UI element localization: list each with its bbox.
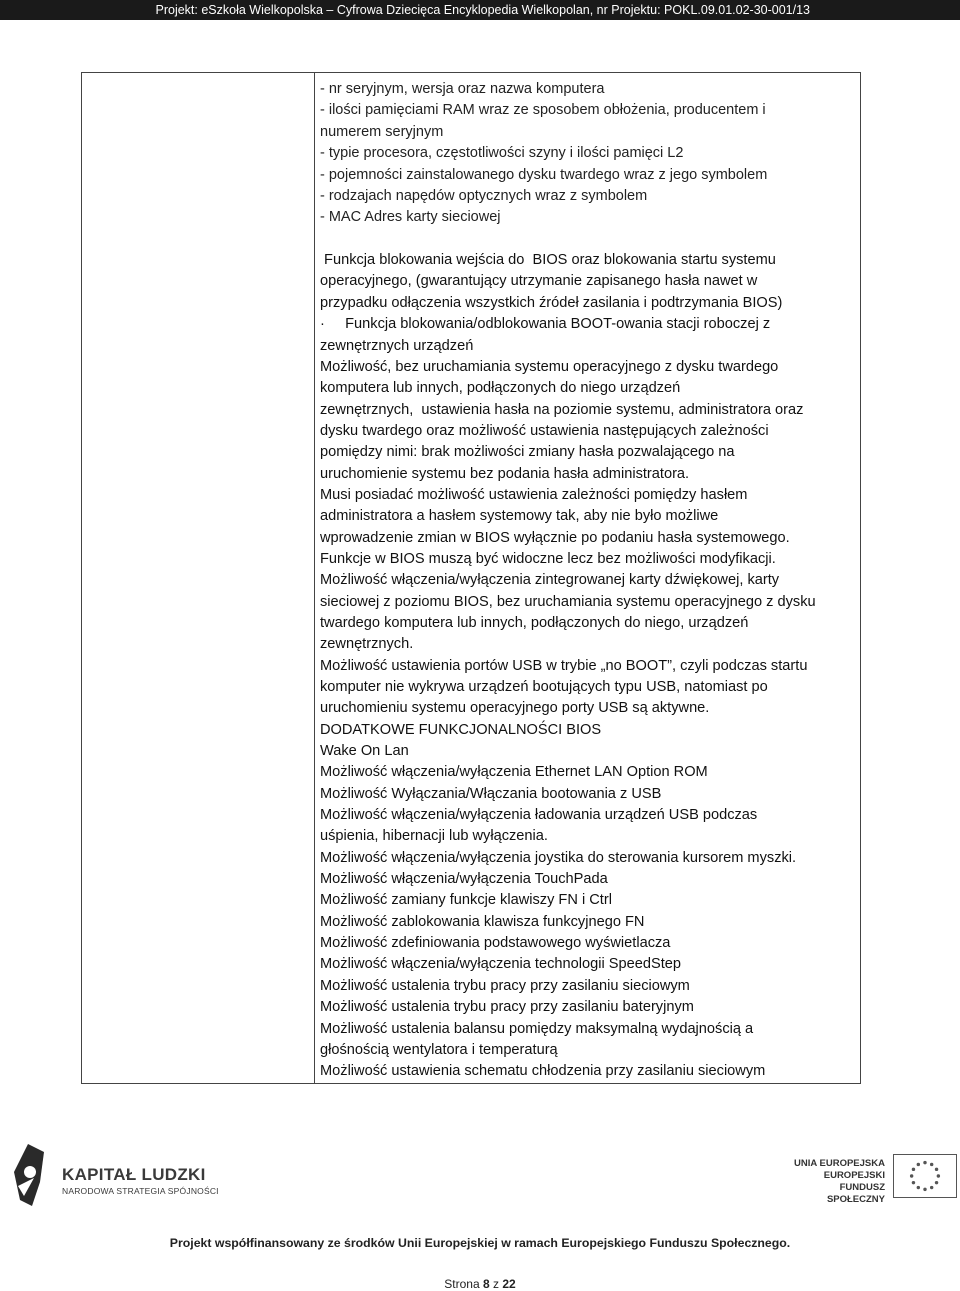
bios-line: Możliwość Wyłączania/Włączania bootowania z USB bbox=[320, 785, 662, 802]
bios-line: Możliwość ustalenia balansu pomiędzy maksymalną wydajnością a bbox=[320, 1020, 754, 1037]
table-column-divider bbox=[314, 73, 315, 1083]
bios-line: uruchomienie systemu bez podania hasła administratora. bbox=[320, 465, 690, 482]
bios-line: Możliwość ustawienia schematu chłodzenia przy zasilaniu sieciowym bbox=[320, 1063, 766, 1080]
spec-list-line: - typie procesora, częstotliwości szyny i ilości pamięci L2 bbox=[320, 145, 684, 162]
eu-star-icon bbox=[937, 1174, 940, 1177]
bios-line: zewnętrznych urządzeń bbox=[320, 337, 474, 354]
bios-line: Możliwość włączenia/wyłączenia joystika do sterowania kursorem myszki. bbox=[320, 849, 797, 866]
eu-star-icon bbox=[912, 1181, 915, 1184]
bios-line: DODATKOWE FUNKCJONALNOŚCI BIOS bbox=[320, 721, 602, 738]
spec-list-line: - ilości pamięciami RAM wraz ze sposobem obłożenia, producentem i bbox=[320, 102, 766, 119]
bios-line: Funkcja blokowania wejścia do BIOS oraz blokowania startu systemu bbox=[320, 252, 776, 269]
bios-line: dysku twardego oraz możliwość ustawienia następujących zależności bbox=[320, 422, 769, 439]
spec-list-line: numerem seryjnym bbox=[320, 123, 444, 140]
spec-list-line: - pojemności zainstalowanego dysku twardego wraz z jego symbolem bbox=[320, 166, 768, 183]
bios-line: pomiędzy nimi: brak możliwości zmiany hasła pozwalającego na bbox=[320, 444, 735, 461]
bios-line: komputera lub innych, podłączonych do niego urządzeń bbox=[320, 380, 681, 397]
funding-note: Projekt współfinansowany ze środków Unii Europejskiej w ramach Europejskiego Funduszu Społecznego. bbox=[169, 1236, 791, 1250]
bios-line: Możliwość włączenia/wyłączenia zintegrowanej karty dźwiękowej, karty bbox=[320, 572, 780, 589]
kapital-ludzki-logo-icon bbox=[10, 1142, 46, 1208]
bios-line: komputer nie wykrywa urządzeń bootujących typu USB, natomiast po bbox=[320, 679, 768, 695]
bios-line: Funkcje w BIOS muszą być widoczne lecz bez możliwości modyfikacji. bbox=[320, 550, 776, 567]
bios-line: Wake On Lan bbox=[320, 743, 409, 760]
bios-line: twardego komputera lub innych, podłączonych do niego, urządzeń bbox=[320, 614, 749, 631]
eu-star-icon bbox=[910, 1174, 913, 1177]
bios-line: zewnętrznych, ustawienia hasła na poziomie systemu, administratora oraz bbox=[320, 401, 804, 418]
spec-list bbox=[320, 79, 860, 229]
spec-list-line: - MAC Adres karty sieciowej bbox=[320, 209, 501, 226]
spec-list-line: - nr seryjnym, wersja oraz nazwa komputera bbox=[320, 81, 605, 97]
eu-line-3: FUNDUSZ SPOŁECZNY bbox=[826, 1182, 885, 1205]
bios-line: wprowadzenie zmian w BIOS wyłącznie po podaniu hasła systemowego. bbox=[320, 529, 790, 546]
kapital-ludzki-subtitle: NARODOWA STRATEGIA SPÓJNOŚCI bbox=[62, 1186, 219, 1196]
eu-star-icon bbox=[923, 1188, 926, 1191]
bios-line: · Funkcja blokowania/odblokowania BOOT-owania stacji roboczej z bbox=[320, 316, 771, 333]
header-bar bbox=[0, 0, 960, 20]
page-prefix: Strona bbox=[444, 1277, 483, 1291]
eu-star-icon bbox=[912, 1168, 915, 1171]
bios-line: administratora a hasłem systemowy tak, aby nie było możliwe bbox=[320, 508, 719, 525]
bios-line: zewnętrznych. bbox=[320, 636, 414, 653]
eu-star-icon bbox=[917, 1186, 920, 1189]
eu-line-1: UNIA EUROPEJSKA bbox=[794, 1158, 885, 1169]
bios-line: operacyjnego, (gwarantujący utrzymanie zapisanego hasła nawet w bbox=[320, 273, 758, 290]
bios-line: Możliwość ustawienia portów USB w trybie „no BOOT”, czyli podczas startu bbox=[320, 657, 808, 674]
footer-logos bbox=[0, 1138, 960, 1218]
page-total: 22 bbox=[502, 1277, 516, 1291]
bios-line: Możliwość włączenia/wyłączenia technologii SpeedStep bbox=[320, 956, 681, 973]
kapital-ludzki-title: KAPITAŁ LUDZKI bbox=[62, 1165, 206, 1184]
bios-line: Możliwość włączenia/wyłączenia TouchPada bbox=[320, 871, 608, 888]
bios-requirements bbox=[320, 250, 860, 1082]
eu-star-icon bbox=[935, 1181, 938, 1184]
eu-fund-text bbox=[790, 1158, 885, 1206]
page-separator: z bbox=[489, 1277, 503, 1291]
bios-line: Możliwość ustalenia trybu pracy przy zasilaniu sieciowym bbox=[320, 977, 690, 994]
bios-line: sieciowej z poziomu BIOS, bez uruchamiania systemu operacyjnego z dysku bbox=[320, 593, 816, 610]
eu-star-icon bbox=[930, 1186, 933, 1189]
eu-flag-icon bbox=[893, 1154, 957, 1198]
eu-star-icon bbox=[923, 1161, 926, 1164]
page-number bbox=[0, 1277, 960, 1291]
bios-line: Możliwość, bez uruchamiania systemu operacyjnego z dysku twardego bbox=[320, 358, 779, 375]
eu-line-2: EUROPEJSKI bbox=[823, 1170, 885, 1181]
header-text: Projekt: eSzkoła Wielkopolska – Cyfrowa Dziecięca Encyklopedia Wielkopolan, nr Projektu: POKL.09.01.02-30-001/13 bbox=[155, 3, 810, 17]
bios-line: Możliwość zdefiniowania podstawowego wyświetlacza bbox=[320, 935, 671, 952]
bios-line: Możliwość włączenia/wyłączenia Ethernet LAN Option ROM bbox=[320, 764, 708, 781]
bios-line: uśpienia, hibernacji lub wyłączenia. bbox=[320, 828, 548, 845]
bios-line: Musi posiadać możliwość ustawienia zależności pomiędzy hasłem bbox=[320, 486, 748, 503]
eu-star-icon bbox=[930, 1163, 933, 1166]
bios-line: Możliwość zablokowania klawisza funkcyjnego FN bbox=[320, 913, 645, 930]
bios-line: przypadku odłączenia wszystkich źródeł zasilania i podtrzymania BIOS) bbox=[320, 294, 783, 311]
spec-cell bbox=[320, 79, 860, 1083]
spec-table bbox=[81, 72, 861, 1084]
spec-list-line: - rodzajach napędów optycznych wraz z symbolem bbox=[320, 187, 648, 204]
bios-line: głośnością wentylatora i temperaturą bbox=[320, 1041, 558, 1058]
bios-line: Możliwość zamiany funkcje klawiszy FN i Ctrl bbox=[320, 892, 612, 909]
bios-line: Możliwość ustalenia trybu pracy przy zasilaniu bateryjnym bbox=[320, 999, 694, 1016]
eu-star-icon bbox=[917, 1163, 920, 1166]
page-current: 8 bbox=[482, 1277, 490, 1291]
eu-star-icon bbox=[935, 1168, 938, 1171]
bios-line: uruchomieniu systemu operacyjnego porty USB są aktywne. bbox=[320, 700, 710, 717]
bios-line: Możliwość włączenia/wyłączenia ładowania urządzeń USB podczas bbox=[320, 807, 758, 824]
